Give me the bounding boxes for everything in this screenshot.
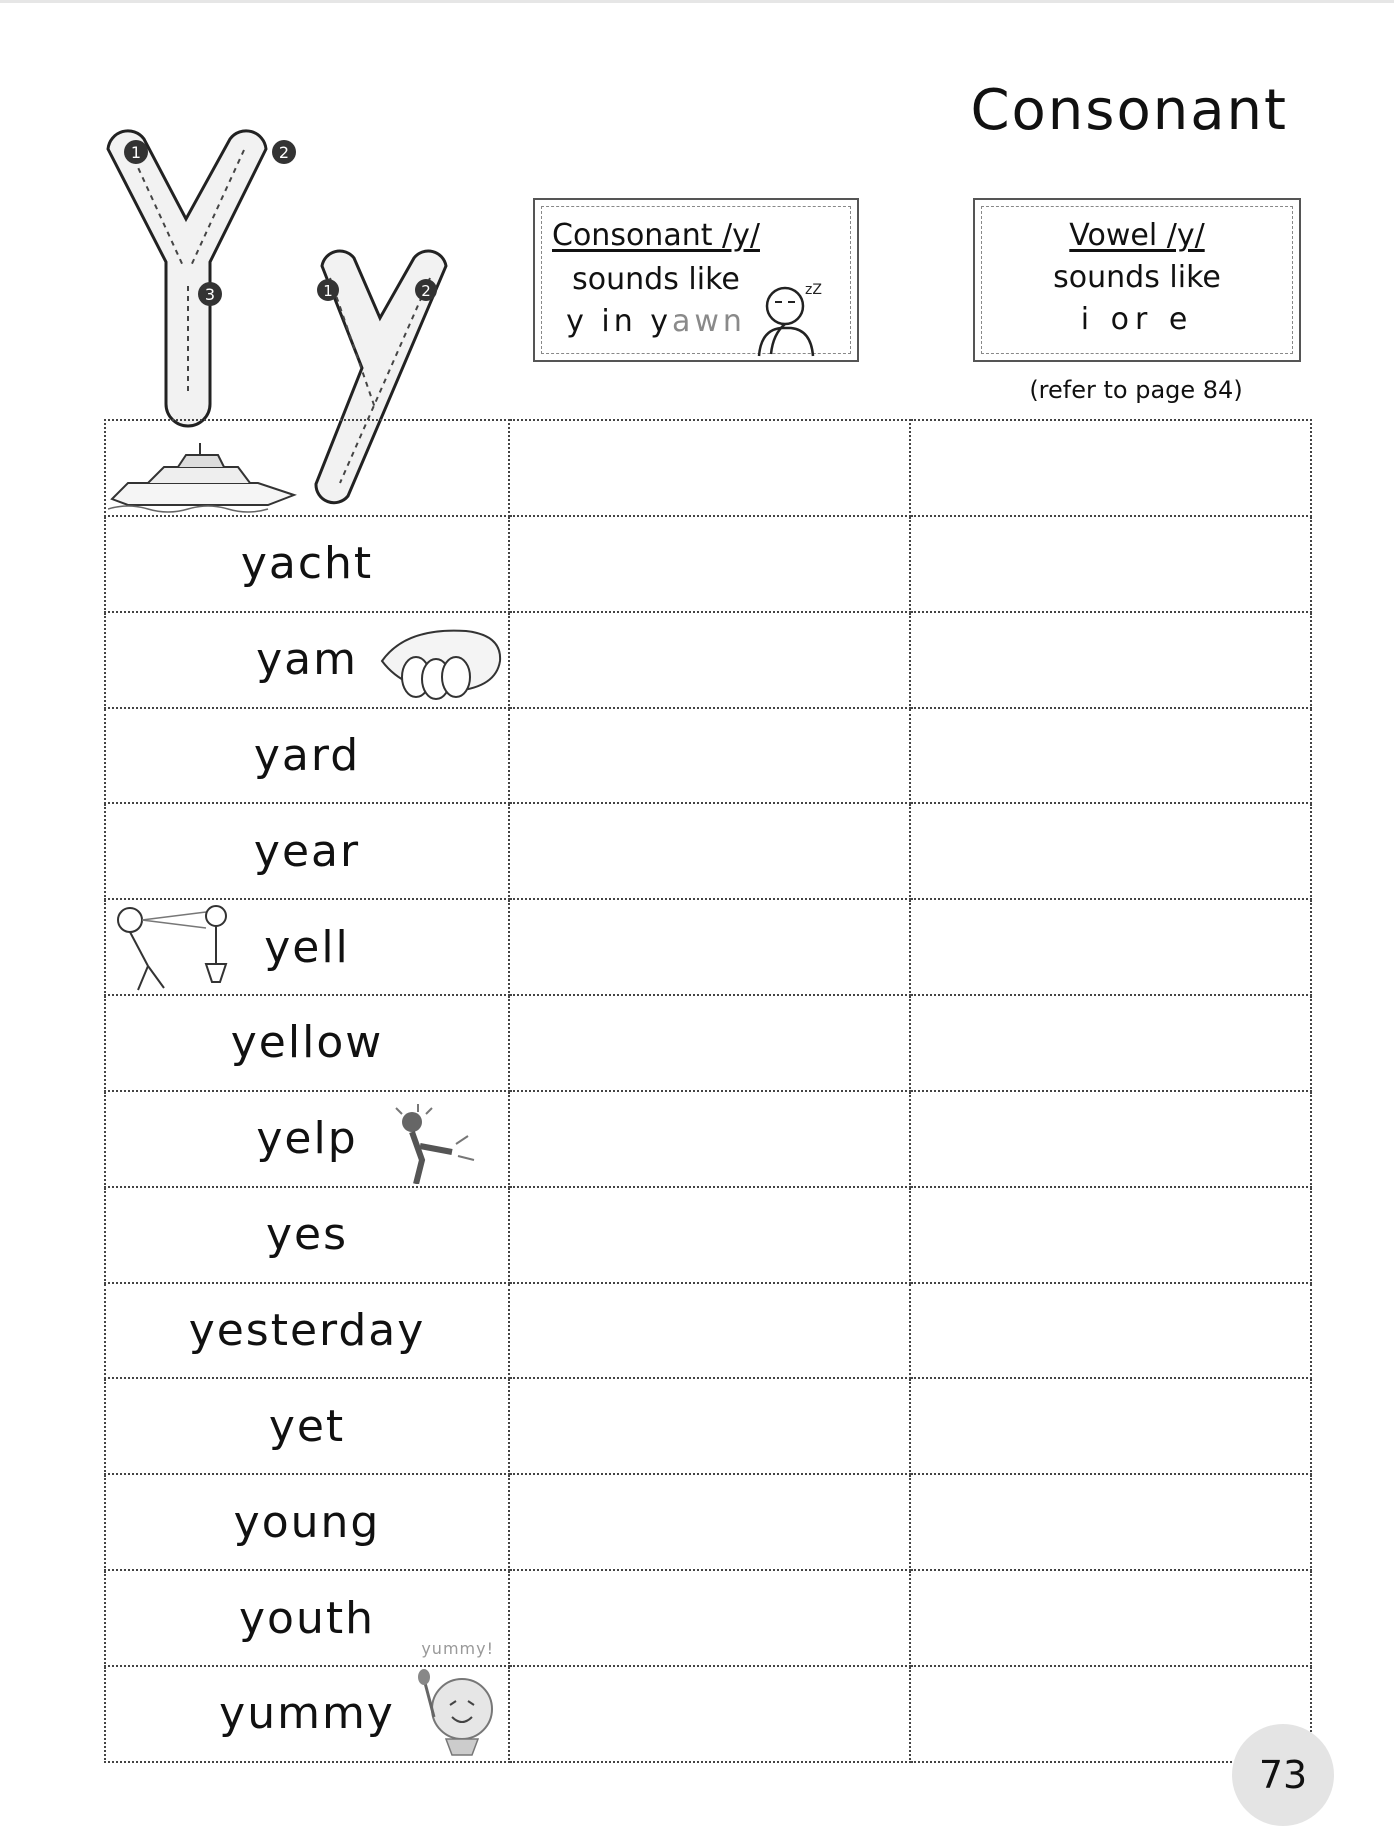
consonant-box-sounds-like: sounds like: [572, 262, 740, 297]
yacht-illustration: [108, 443, 298, 513]
writing-cell[interactable]: [509, 899, 910, 995]
word-label: youth: [239, 1592, 375, 1644]
page-number: 73: [1232, 1724, 1334, 1826]
writing-cell[interactable]: [910, 516, 1311, 612]
word-cell: [105, 1474, 509, 1570]
word-cell: [105, 1091, 509, 1187]
writing-cell[interactable]: [509, 995, 910, 1091]
table-row: [105, 1570, 1311, 1666]
writing-cell[interactable]: [910, 803, 1311, 899]
table-row: [105, 995, 1311, 1091]
writing-cell[interactable]: [509, 1283, 910, 1379]
yelping-person-illustration: [382, 1100, 482, 1184]
svg-text:3: 3: [204, 285, 216, 304]
writing-cell[interactable]: [910, 1474, 1311, 1570]
word-label: yummy: [219, 1688, 395, 1740]
table-row: [105, 1187, 1311, 1283]
page-heading: Consonant: [970, 78, 1288, 143]
word-cell: [105, 995, 509, 1091]
word-table: [104, 419, 1312, 1763]
word-cell: [105, 420, 509, 516]
writing-cell[interactable]: [910, 1187, 1311, 1283]
writing-cell[interactable]: [509, 1091, 910, 1187]
writing-cell[interactable]: [910, 420, 1311, 516]
writing-cell[interactable]: [509, 708, 910, 804]
word-cell: [105, 1283, 509, 1379]
writing-cell[interactable]: [910, 1091, 1311, 1187]
writing-cell[interactable]: [910, 899, 1311, 995]
writing-cell[interactable]: [910, 1378, 1311, 1474]
word-cell: [105, 803, 509, 899]
word-label: yell: [264, 921, 350, 973]
writing-cell[interactable]: [910, 708, 1311, 804]
table-row: [105, 1666, 1311, 1762]
consonant-box-title: Consonant /y/: [552, 218, 760, 253]
table-row: [105, 708, 1311, 804]
table-row: [105, 1091, 1311, 1187]
writing-cell[interactable]: [509, 1570, 910, 1666]
table-row: [105, 1378, 1311, 1474]
consonant-y-box: [533, 198, 859, 362]
refer-note: (refer to page 84): [1029, 376, 1243, 404]
writing-cell[interactable]: [509, 420, 910, 516]
writing-cell[interactable]: [509, 1187, 910, 1283]
vowel-box-example: i or e: [1080, 302, 1194, 337]
writing-cell[interactable]: [509, 1666, 910, 1762]
word-label: yacht: [240, 538, 374, 590]
writing-cell[interactable]: [509, 612, 910, 708]
svg-text:zZ: zZ: [805, 282, 822, 298]
writing-cell[interactable]: [509, 1378, 910, 1474]
word-cell: [105, 708, 509, 804]
svg-text:1: 1: [323, 282, 333, 300]
word-cell: [105, 516, 509, 612]
yelling-people-illustration: [108, 902, 248, 992]
writing-cell[interactable]: [509, 516, 910, 612]
writing-cell[interactable]: [509, 1474, 910, 1570]
word-cell: [105, 1187, 509, 1283]
writing-cell[interactable]: [910, 995, 1311, 1091]
word-label: year: [253, 825, 361, 877]
word-label: yam: [256, 634, 358, 686]
table-row: [105, 1283, 1311, 1379]
svg-text:1: 1: [130, 143, 142, 162]
yam-illustration: [376, 621, 506, 703]
vowel-y-box: [973, 198, 1301, 362]
table-row: [105, 420, 1311, 516]
uppercase-y-outline: [108, 131, 266, 426]
writing-cell[interactable]: [910, 1283, 1311, 1379]
table-row: [105, 899, 1311, 995]
vowel-box-sounds-like: sounds like: [1053, 260, 1221, 295]
word-label: yet: [268, 1400, 346, 1452]
word-label: young: [233, 1496, 381, 1548]
vowel-box-title: Vowel /y/: [1069, 218, 1205, 253]
yummy-character-illustration: [410, 1669, 506, 1757]
writing-cell[interactable]: [509, 803, 910, 899]
table-row: [105, 516, 1311, 612]
table-row: [105, 612, 1311, 708]
word-cell: [105, 612, 509, 708]
table-row: [105, 803, 1311, 899]
word-cell: [105, 899, 509, 995]
word-label: yellow: [230, 1017, 384, 1069]
word-label: yes: [265, 1209, 349, 1261]
svg-text:2: 2: [421, 282, 431, 300]
yawning-person-icon: [745, 268, 845, 358]
word-label: yesterday: [188, 1305, 426, 1357]
svg-text:2: 2: [278, 143, 290, 162]
table-row: [105, 1474, 1311, 1570]
writing-cell[interactable]: [910, 612, 1311, 708]
word-label: yelp: [256, 1113, 358, 1165]
word-label: yard: [253, 729, 361, 781]
writing-cell[interactable]: [910, 1570, 1311, 1666]
word-cell: [105, 1378, 509, 1474]
word-cell: [105, 1638, 509, 1762]
yummy-caption: yummy!: [421, 1638, 494, 1658]
top-border: [0, 0, 1394, 3]
consonant-box-example: y in yawn: [566, 304, 746, 339]
